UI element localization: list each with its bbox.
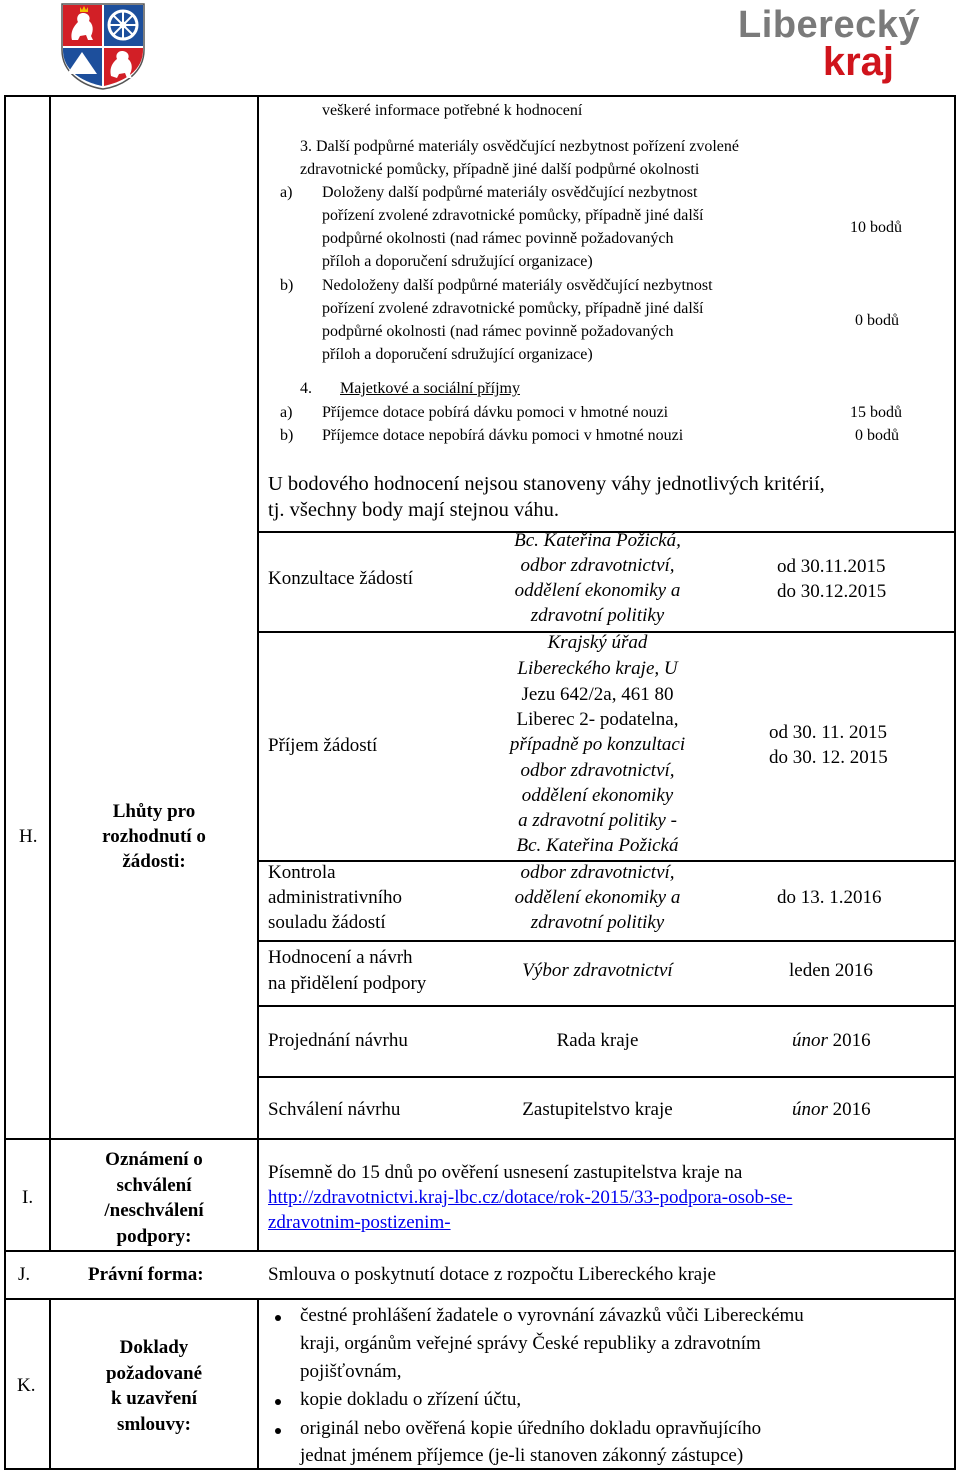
approval-month: únor: [792, 1099, 828, 1120]
section-j-letter: J.: [18, 1264, 31, 1285]
col-sep-label: [257, 95, 259, 1251]
receipt-date-to: do 30. 12. 2015: [769, 747, 888, 768]
receipt-contact-line-5: případně po konzultaci: [509, 734, 686, 755]
approval-label: Schválení návrhu: [268, 1099, 401, 1120]
evaluation-label-line-2: na přidělení podpory: [268, 973, 427, 994]
section-i-label-line-4: podpory:: [116, 1226, 192, 1247]
section-h-letter: H.: [19, 826, 38, 847]
consultation-contact-line-2: odbor zdravotnictví,: [520, 555, 675, 576]
consultation-contact-line-1: Bc. Kateřina Požická,: [514, 530, 681, 551]
receipt-label: Příjem žádostí: [268, 735, 378, 756]
section-h-label-line-2: rozhodnutí o: [102, 826, 206, 847]
criterion-3-title-line-2: zdravotnické pomůcky, případně jiné další podpůrné okolnosti: [300, 161, 700, 178]
consultation-contact-line-4: zdravotní politiky: [530, 605, 665, 626]
criterion-4-number: 4.: [300, 380, 312, 397]
criterion-3a-line-2: pořízení zvolené zdravotnické pomůcky, případně jiné další: [322, 207, 704, 224]
bullet-icon: [275, 1315, 281, 1321]
section-i-label-line-2: schválení: [116, 1175, 192, 1196]
row-sep-i-j: [4, 1250, 956, 1252]
approval-year: 2016: [832, 1099, 871, 1120]
schedule-sep-4: [258, 940, 954, 942]
schedule-sep-5: [258, 1005, 954, 1007]
criteria-intro-tail: veškeré informace potřebné k hodnocení: [322, 102, 583, 119]
evaluation-date: leden 2016: [789, 960, 873, 981]
section-k-label-line-4: smlouvy:: [117, 1414, 191, 1435]
discussion-body: Rada kraje: [556, 1030, 639, 1051]
evaluation-label-line-1: Hodnocení a návrh: [268, 947, 413, 968]
criterion-3b-marker: b): [280, 277, 294, 294]
discussion-month: únor: [792, 1030, 828, 1051]
list-item-line: jednat jménem příjemce (je-li stanoven zákonný zástupce): [300, 1445, 744, 1466]
section-i-text: Písemně do 15 dnů po ověření usnesení zastupitelstva kraje na: [268, 1162, 743, 1183]
section-h-label-line-1: Lhůty pro: [112, 801, 196, 822]
section-i-label-line-3: /neschválení: [104, 1200, 204, 1221]
criterion-3a-marker: a): [280, 184, 293, 201]
criterion-4a-text: Příjemce dotace pobírá dávku pomoci v hmotné nouzi: [322, 404, 669, 421]
criterion-4b-marker: b): [280, 427, 294, 444]
col-sep-label-k: [257, 1298, 259, 1469]
check-contact-line-1: odbor zdravotnictví,: [520, 862, 675, 883]
consultation-date-to: do 30.12.2015: [777, 581, 887, 602]
check-date: do 13. 1.2016: [777, 887, 882, 908]
subsidy-info-link-cont[interactable]: zdravotnim-postizenim-: [268, 1212, 451, 1233]
criterion-4b-points: 0 bodů: [855, 427, 899, 444]
discussion-label: Projednání návrhu: [268, 1030, 408, 1051]
table-border-top: [4, 95, 956, 97]
check-contact-line-3: zdravotní politiky: [530, 912, 665, 933]
table-border-left: [4, 95, 6, 1469]
section-k-label-line-1: Doklady: [119, 1337, 189, 1358]
consultation-label: Konzultace žádostí: [268, 568, 414, 589]
list-item-line: pojišťovnám,: [300, 1361, 402, 1382]
approval-date: [792, 1097, 871, 1123]
criterion-3a-line-1: Doloženy další podpůrné materiály osvědčující nezbytnost: [322, 184, 698, 201]
row-sep-j-k: [4, 1298, 956, 1300]
receipt-contact-line-3: Jezu 642/2a, 461 80: [521, 684, 674, 705]
section-k-letter: K.: [17, 1375, 36, 1396]
approval-body: Zastupitelstvo kraje: [522, 1099, 673, 1120]
receipt-contact-line-7: oddělení ekonomiky: [521, 785, 674, 806]
list-item-line: čestné prohlášení žadatele o vyrovnání závazků vůči Libereckému: [300, 1305, 804, 1326]
receipt-contact-line-9: Bc. Kateřina Požická: [516, 835, 679, 856]
check-contact-line-2: oddělení ekonomiky a: [514, 887, 681, 908]
criterion-4b-text: Příjemce dotace nepobírá dávku pomoci v hmotné nouzi: [322, 427, 684, 444]
criterion-4-title: Majetkové a sociální příjmy: [340, 380, 520, 397]
logo-word-liberecky: Liberecký: [738, 4, 920, 46]
discussion-date: [792, 1028, 871, 1054]
criterion-3-title-line-1: 3. Další podpůrné materiály osvědčující nezbytnost pořízení zvolené: [300, 138, 739, 155]
weights-note-line-1: U bodového hodnocení nejsou stanoveny váhy jednotlivých kritérií,: [268, 473, 825, 495]
criterion-3b-line-4: příloh a doporučení sdružující organizace): [322, 346, 593, 363]
list-item-line: kopie dokladu o zřízení účtu,: [300, 1389, 522, 1410]
criterion-3a-line-3: podpůrné okolnosti (nad rámec povinně požadovaných: [322, 230, 674, 247]
criterion-3b-line-3: podpůrné okolnosti (nad rámec povinně požadovaných: [322, 323, 674, 340]
liberecky-kraj-logo: [738, 6, 920, 82]
bullet-icon: [275, 1428, 281, 1434]
criterion-3b-line-1: Nedoloženy další podpůrné materiály osvědčující nezbytnost: [322, 277, 713, 294]
section-h-label-line-3: žádosti:: [122, 851, 186, 872]
receipt-date-from: od 30. 11. 2015: [769, 722, 888, 743]
criterion-3a-line-4: příloh a doporučení sdružující organizace): [322, 253, 593, 270]
criterion-4a-marker: a): [280, 404, 293, 421]
check-label-line-3: souladu žádostí: [268, 912, 386, 933]
criterion-3b-points: 0 bodů: [855, 312, 899, 329]
criterion-4a-points: 15 bodů: [850, 404, 902, 421]
consultation-date-from: od 30.11.2015: [777, 556, 886, 577]
receipt-contact-line-2: Libereckého kraje, U: [517, 658, 678, 679]
section-i-label-line-1: Oznámení o: [105, 1149, 203, 1170]
section-j-label: Právní forma:: [88, 1264, 204, 1285]
section-j-text: Smlouva o poskytnutí dotace z rozpočtu Libereckého kraje: [268, 1264, 716, 1285]
page-header: [0, 0, 960, 92]
receipt-contact-line-6: odbor zdravotnictví,: [520, 760, 675, 781]
liberec-region-coat-of-arms-icon: [58, 2, 148, 90]
col-sep-letter: [49, 95, 51, 1251]
list-item-line: originál nebo ověřená kopie úředního dokladu opravňujícího: [300, 1418, 762, 1439]
check-label-line-1: Kontrola: [268, 862, 336, 883]
criterion-3a-points: 10 bodů: [850, 219, 902, 236]
list-item-line: kraji, orgánům veřejné správy České republiky a zdravotním: [300, 1333, 761, 1354]
section-k-label-line-3: k uzavření: [110, 1388, 198, 1409]
criterion-3b-line-2: pořízení zvolené zdravotnické pomůcky, případně jiné další: [322, 300, 704, 317]
subsidy-info-link[interactable]: http://zdravotnictvi.kraj-lbc.cz/dotace/rok-2015/33-podpora-osob-se-: [268, 1187, 793, 1208]
section-i-letter: I.: [22, 1187, 34, 1208]
logo-word-kraj: kraj: [822, 40, 894, 84]
row-sep-h-i: [4, 1138, 956, 1140]
bullet-icon: [275, 1399, 281, 1405]
receipt-contact-line-4: Liberec 2- podatelna,: [516, 709, 679, 730]
discussion-year: 2016: [832, 1030, 871, 1051]
consultation-contact-line-3: oddělení ekonomiky a: [514, 580, 681, 601]
check-label-line-2: administrativního: [268, 887, 403, 908]
schedule-sep-6: [258, 1076, 954, 1078]
table-border-right: [954, 95, 956, 1469]
receipt-contact-line-1: Krajský úřad: [547, 632, 648, 653]
col-sep-letter-k: [49, 1298, 51, 1469]
section-k-label-line-2: požadované: [105, 1363, 203, 1384]
weights-note-line-2: tj. všechny body mají stejnou váhu.: [268, 499, 559, 521]
evaluation-body: Výbor zdravotnictví: [522, 960, 673, 981]
receipt-contact-line-8: a zdravotní politiky -: [518, 810, 677, 831]
